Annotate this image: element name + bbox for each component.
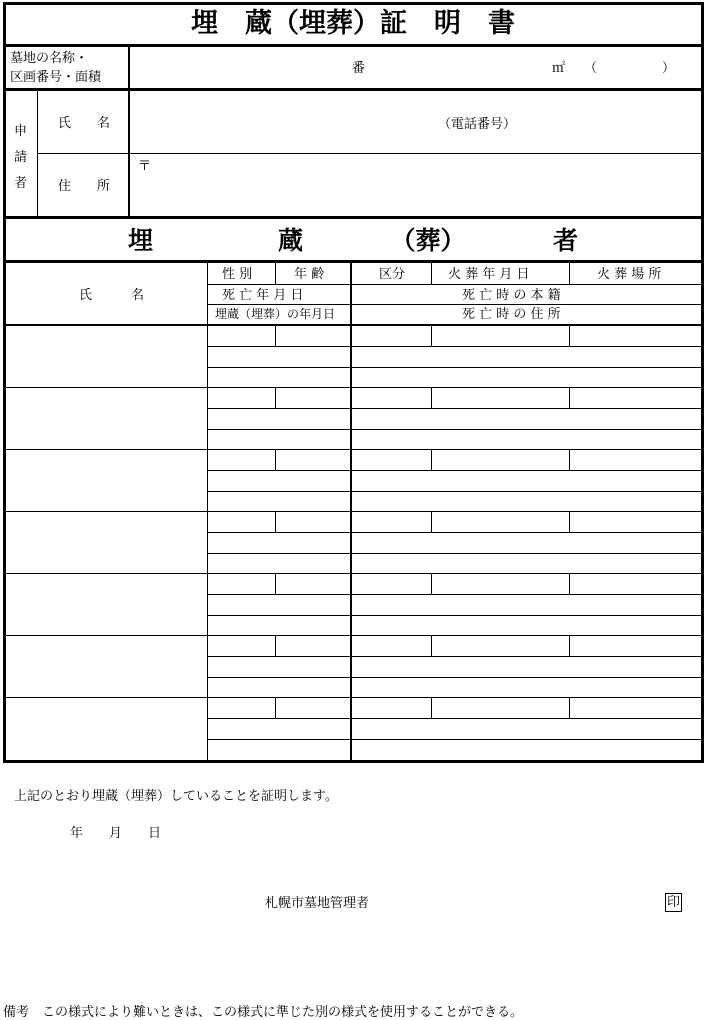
deceased-name-cell[interactable]: [6, 698, 207, 759]
deceased-name-cell[interactable]: [6, 388, 207, 449]
entry-col-divider: [569, 388, 570, 408]
applicant-name-label: 氏 名: [58, 116, 111, 131]
header-burial-date: 埋蔵（埋葬）の年月日: [215, 307, 336, 321]
entry-col-divider: [569, 636, 570, 656]
deceased-name-cell[interactable]: [6, 450, 207, 511]
entry-row-divider: [207, 408, 701, 409]
cemetery-paren-close: ）: [662, 61, 676, 76]
cemetery-area-unit: ㎡: [552, 61, 566, 76]
entry-col-divider: [569, 512, 570, 532]
manager-name: 札幌市墓地管理者: [265, 896, 370, 911]
entry-col-divider: [431, 512, 432, 532]
applicant-label-1: 申: [14, 124, 28, 139]
entry-row-divider: [207, 532, 701, 533]
entry-col-divider: [569, 326, 570, 346]
header-sex: 性 別: [222, 267, 253, 282]
entry-col-divider: [275, 574, 276, 594]
deceased-name-cell[interactable]: [6, 326, 207, 387]
section-title: 埋 蔵 （葬） 者: [127, 226, 578, 255]
deceased-name-cell[interactable]: [6, 512, 207, 573]
header-death-date: 死 亡 年 月 日: [222, 288, 304, 303]
entry-col-divider: [431, 326, 432, 346]
deceased-name-cell[interactable]: [6, 574, 207, 635]
entry-col-divider: [431, 450, 432, 470]
cemetery-label-line1: 墓地の名称・: [10, 51, 89, 66]
cemetery-label-line2: 区画番号・面積: [10, 70, 102, 85]
header-age: 年 齢: [294, 267, 325, 282]
entry-col-divider: [431, 388, 432, 408]
header-cremation-date: 火 葬 年 月 日: [448, 267, 530, 282]
certify-text: 上記のとおり埋蔵（埋葬）していることを証明します。: [14, 789, 338, 804]
deceased-name-cell[interactable]: [6, 636, 207, 697]
cemetery-lot-field[interactable]: 番: [352, 61, 366, 76]
entry-col-divider: [275, 698, 276, 718]
entry-col-divider: [275, 388, 276, 408]
entry-col-divider: [431, 574, 432, 594]
entry-col-divider: [569, 450, 570, 470]
date-line[interactable]: 年 月 日: [70, 826, 162, 841]
entry-row-divider: [207, 470, 701, 471]
entry-col-divider: [431, 636, 432, 656]
applicant-label-3: 者: [14, 176, 28, 191]
entry-col-divider: [569, 574, 570, 594]
entry-row-divider: [207, 429, 701, 430]
note-text: 備考 この様式により難いときは、この様式に準じた別の様式を使用することができる。: [3, 1005, 524, 1020]
cemetery-paren-open: （: [584, 61, 598, 76]
applicant-address-label: 住 所: [58, 179, 111, 194]
entry-row-divider: [207, 491, 701, 492]
applicant-phone-label: （電話番号）: [438, 117, 517, 132]
entry-row-divider: [207, 594, 701, 595]
form-title: 埋 蔵（埋葬）証 明 書: [191, 8, 515, 39]
entry-col-divider: [275, 512, 276, 532]
applicant-block: [3, 91, 704, 219]
entry-row-divider: [207, 718, 701, 719]
entry-row-divider: [207, 739, 701, 740]
entry-col-divider: [431, 698, 432, 718]
entry-col-divider: [275, 636, 276, 656]
header-kubun: 区分: [379, 267, 406, 282]
entry-col-divider: [275, 450, 276, 470]
entry-col-divider: [275, 326, 276, 346]
header-name: 氏 名: [79, 288, 145, 303]
entry-row-divider: [207, 656, 701, 657]
entry-row-divider: [207, 677, 701, 678]
applicant-label-2: 請: [14, 150, 28, 165]
entry-row-divider: [207, 615, 701, 616]
header-cremation-place: 火 葬 場 所: [597, 267, 662, 282]
header-domicile: 死 亡 時 の 本 籍: [462, 288, 561, 303]
entry-col-divider: [569, 698, 570, 718]
postal-mark: 〒: [138, 159, 152, 174]
entry-row-divider: [207, 553, 701, 554]
seal-mark[interactable]: 印: [667, 895, 681, 910]
header-address-at-death: 死 亡 時 の 住 所: [462, 307, 561, 322]
entry-row-divider: [207, 367, 701, 368]
entry-row-divider: [207, 346, 701, 347]
